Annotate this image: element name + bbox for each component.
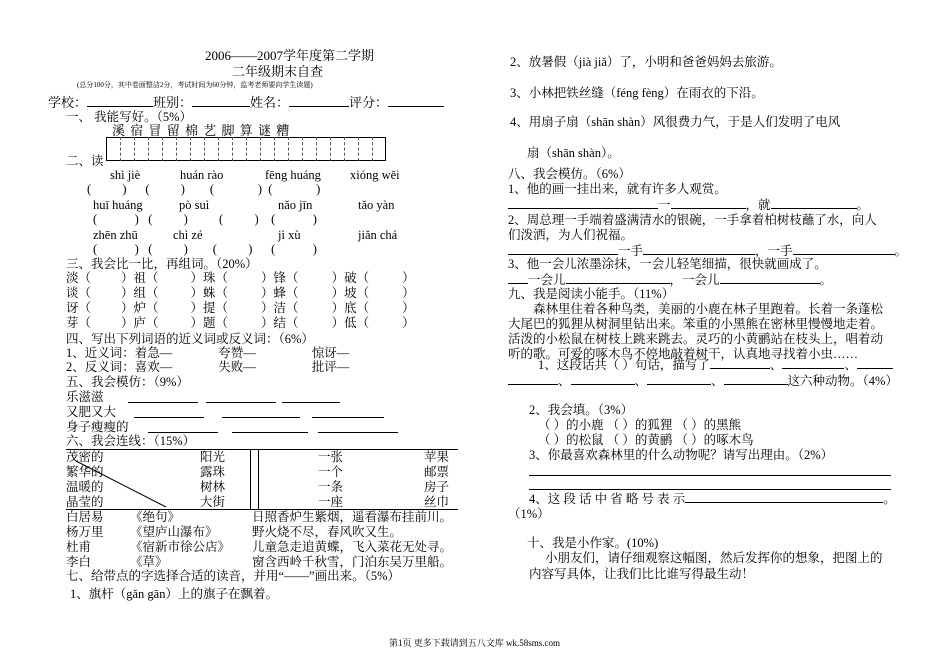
q6-poem-line[interactable]: 日照香炉生紫烟，遥看瀑布挂前川。	[252, 510, 453, 524]
q6-item[interactable]: 晶莹的	[66, 495, 104, 509]
q6-poems	[130, 510, 230, 570]
grid-cell[interactable]	[218, 137, 233, 161]
q8-sentence-2b: 们泼洒，为人们祝福。	[508, 228, 634, 242]
q9-q4-score: （1%）	[508, 507, 550, 521]
q3-row-1[interactable]: 淡（ ）祖（ ）珠（ ）锋（ ）破（ ）	[66, 271, 415, 285]
q6-item[interactable]: 一个	[318, 465, 344, 479]
school-blank[interactable]	[87, 106, 153, 107]
name-label: 姓名：	[250, 95, 290, 110]
q6-item[interactable]: 露珠	[200, 465, 226, 479]
q2-pinyin-row-3: zhēn zhū chì zé jì xù jiǎn chá	[93, 228, 398, 242]
q6-poem[interactable]: 《草》	[130, 555, 168, 569]
q6-poet[interactable]: 白居易	[66, 510, 104, 524]
q9-q3: 3、你最喜欢森林里的什么动物呢？请写出理由。（2%）	[529, 448, 834, 462]
q5-blank[interactable]	[222, 417, 300, 418]
grid-cell[interactable]	[162, 137, 177, 161]
q3-row-4[interactable]: 芽（ ）庐（ ）题（ ）结（ ）低（ ）	[66, 316, 415, 330]
q4-title: 四、写出下列词语的近义词或反义词：（6%）	[66, 332, 314, 346]
q9-q1-line2[interactable]: 、 、 、 这六种动物。（4%）	[508, 374, 898, 389]
grid-cell[interactable]	[134, 137, 149, 161]
class-label: 班别：	[153, 95, 193, 110]
q6-item[interactable]: 温暖的	[66, 480, 104, 494]
q3-row-3[interactable]: 讶（ ）炉（ ）提（ ）洁（ ）底（ ）	[66, 301, 415, 315]
q6-poem[interactable]: 《绝句》	[130, 510, 181, 524]
q3-row-2[interactable]: 谈（ ）组（ ）蛛（ ）蜂（ ）坡（ ）	[66, 286, 415, 300]
q6-poem-line[interactable]: 儿童急走追黄蝶，飞入菜花无处寻。	[252, 540, 453, 554]
q8-answer-1[interactable]: 一 ，就 。	[508, 198, 869, 213]
q6-item[interactable]: 房子	[424, 480, 450, 494]
q2-brackets-3[interactable]: ( ) ( ) ( ) ( )	[93, 242, 317, 256]
q7-item-1[interactable]: 1、旗杆（gǎn gān）上的旗子在飘着。	[70, 587, 278, 601]
grid-cell[interactable]	[232, 137, 247, 161]
q9-passage: 森林里住着各种鸟类，美丽的小鹿在林子里跑着。长着一条蓬松 大尾巴的狐狸从树洞里钻出来。笨重的小黑熊在密林里慢慢地走着。 活泼的小松鼠在树枝上跳来跳去。灵巧的小黄鹂站在枝头上，唱着动 听的歌。可爱的啄木鸟不停地敲着树干，认真地寻找着小虫……	[508, 302, 884, 361]
q6-item[interactable]: 苹果	[424, 450, 450, 464]
q4-line-2[interactable]: 2、反义词：喜欢— 失败— 批评—	[66, 360, 350, 374]
q5-item-3: 身子瘦瘦的	[66, 420, 129, 434]
grid-cell[interactable]	[274, 137, 289, 161]
q6-poem[interactable]: 《宿新市徐公店》	[130, 540, 231, 554]
q6-item[interactable]: 一张	[318, 450, 344, 464]
q5-item-2: 又肥又大	[66, 405, 117, 419]
q1-writing-grid[interactable]	[106, 137, 386, 163]
q6-item[interactable]: 树林	[200, 480, 226, 494]
q9-q2-title: 2、我会填。（3%）	[529, 403, 634, 417]
q7-item-2[interactable]: 2、放暑假（jià jiǎ）了，小明和爸爸妈妈去旅游。	[510, 55, 782, 69]
grid-cell[interactable]	[176, 137, 191, 161]
q9-q3-answer-line[interactable]	[529, 475, 891, 476]
q9-title: 九、我是阅读小能手。（11%）	[508, 287, 675, 301]
q6-item[interactable]: 大街	[200, 495, 226, 509]
q6-poet[interactable]: 杨万里	[66, 525, 104, 539]
grid-cell[interactable]	[120, 137, 135, 161]
grid-cell[interactable]	[204, 137, 219, 161]
q1-chars: 溪 宿 冒 留 棉 艺 脚 算 谜 糟	[112, 123, 291, 138]
q6-item[interactable]: 一条	[318, 480, 344, 494]
q6-poem[interactable]: 《望庐山瀑布》	[130, 525, 218, 539]
q5-item-1: 乐滋滋	[66, 390, 104, 404]
q6-col2	[200, 450, 225, 510]
grid-cell[interactable]	[330, 137, 345, 161]
q5-blank[interactable]	[282, 402, 340, 403]
q5-blank[interactable]	[134, 417, 204, 418]
exam-title: 2006——2007学年度第二学期	[205, 48, 375, 63]
q3-table	[66, 271, 416, 333]
q5-blank[interactable]	[318, 432, 398, 433]
q2-title: 二、读	[66, 154, 104, 168]
q9-q2-line1[interactable]: （ ）的小鹿 （ ）的狐狸 （ ）的黑熊	[538, 418, 742, 432]
q5-blank[interactable]	[232, 432, 308, 433]
q6-item[interactable]: 阳光	[200, 450, 226, 464]
exam-note: (总分100分，其中卷面整洁2分，考试时间为60分钟，监考老师要向学生读题)	[77, 81, 313, 89]
q2-pinyin-row-2: huī huáng pò suì nǎo jīn tǎo yàn	[93, 198, 395, 212]
student-info-row	[48, 95, 444, 111]
q6-title: 六、我会连线：（15%）	[66, 434, 196, 448]
q6-col1	[66, 450, 104, 510]
q4-line-1[interactable]: 1、近义词：着急— 夸赞— 惊讶—	[66, 346, 350, 360]
q6-poem-line[interactable]: 野火烧不尽，春风吹又生。	[252, 525, 403, 539]
q6-item[interactable]: 邮票	[424, 465, 450, 479]
q6-col3	[318, 450, 343, 510]
q8-title: 八、我会模仿。（6%）	[508, 167, 631, 181]
q10-title: 十、我是小作家。(10%)	[527, 536, 659, 550]
grid-cell[interactable]	[344, 137, 359, 161]
grid-cell[interactable]	[148, 137, 163, 161]
q6-poets	[66, 510, 104, 570]
q6-poet[interactable]: 杜甫	[66, 540, 92, 554]
q6-poem-line[interactable]: 窗含西岭千秋雪，门泊东吴万里船。	[252, 555, 453, 569]
name-blank[interactable]	[289, 106, 349, 107]
q6-item[interactable]: 一座	[318, 495, 344, 509]
grid-cell[interactable]	[288, 137, 303, 161]
grid-cell[interactable]	[190, 137, 205, 161]
score-label: 评分：	[349, 95, 389, 110]
q5-blank[interactable]	[312, 417, 384, 418]
grid-cell[interactable]	[316, 137, 331, 161]
grid-cell[interactable]	[260, 137, 275, 161]
q6-col4	[424, 450, 449, 510]
class-blank[interactable]	[192, 106, 250, 107]
q8-answer-2[interactable]: 一手 ，一手 。	[508, 244, 907, 259]
q8-sentence-2a: 2、周总理一手端着盛满清水的银碗，一手拿着柏树枝蘸了水，向人	[508, 213, 877, 227]
q6-item[interactable]: 茂密的	[66, 450, 104, 464]
q1-title: 一、 我能写好。（5%）	[66, 110, 193, 124]
q8-sentence-1: 1、他的画一挂出来，就有许多人观赏。	[508, 182, 727, 196]
q8-sentence-3: 3、他一会儿浓墨涂抹，一会儿轻笔细描，很快就画成了。	[508, 257, 827, 271]
q2-pinyin-row-1: shì jiè huán rào fēng huáng xióng wěi	[110, 168, 400, 182]
score-blank[interactable]	[388, 106, 444, 107]
q7-item-3[interactable]: 3、小林把铁丝缝（féng fèng）在雨衣的下沿。	[510, 86, 764, 100]
q6-item[interactable]: 繁华的	[66, 465, 104, 479]
grid-cell[interactable]	[302, 137, 317, 161]
grid-cell[interactable]	[106, 137, 121, 161]
grid-cell[interactable]	[358, 137, 373, 161]
q9-q2-line2[interactable]: （ ）的松鼠 （ ）的黄鹂 （ ）的啄木鸟	[538, 433, 754, 447]
q2-brackets-2[interactable]: ( ) ( ) ( ) ( )	[93, 212, 317, 226]
school-label: 学校：	[48, 95, 88, 110]
q6-item[interactable]: 丝巾	[424, 495, 450, 509]
grid-cell[interactable]	[246, 137, 261, 161]
q8-answer-3[interactable]: 一会儿 ，一会儿 。	[508, 273, 832, 288]
q5-blank[interactable]	[206, 402, 276, 403]
q6-poem-lines	[252, 510, 452, 570]
q9-q3-answer-line[interactable]	[529, 489, 891, 490]
q5-title: 五、我会模仿：（9%）	[66, 375, 189, 389]
q5-blank[interactable]	[128, 402, 198, 403]
q9-q1-line1[interactable]: 1、这段话共（ ）句话，描写了 、 、	[538, 358, 893, 373]
page-footer: 第1页 更多下载请到五八文库 wk.58sms.com	[389, 638, 561, 648]
q7-item-4a[interactable]: 4、用扇子扇（shān shàn）风很费力气，于是人们发明了电风	[510, 115, 841, 129]
q6-poet[interactable]: 李白	[66, 555, 92, 569]
q10-line-1: 小朋友们，请仔细观察这幅图，然后发挥你的想象，把图上的	[545, 551, 883, 565]
exam-subtitle: 二年级期末自查	[232, 64, 324, 79]
q2-brackets-1[interactable]: ( ) ( ) ( ) ( )	[87, 182, 321, 196]
q3-title: 三、我会比一比，再组词。（20%）	[66, 257, 258, 271]
q7-title: 七、给带点的字选择合适的读音，并用“——”画出来。（5%）	[66, 569, 401, 583]
q7-item-4b[interactable]: 扇（shān shàn）。	[527, 146, 620, 160]
q5-blank[interactable]	[148, 432, 218, 433]
q9-q4[interactable]: 4、这 段 话 中 省 略 号 表 示 。	[529, 492, 896, 506]
q10-line-2: 内容写具体，让我们比比谁写得最生动！	[529, 567, 755, 581]
